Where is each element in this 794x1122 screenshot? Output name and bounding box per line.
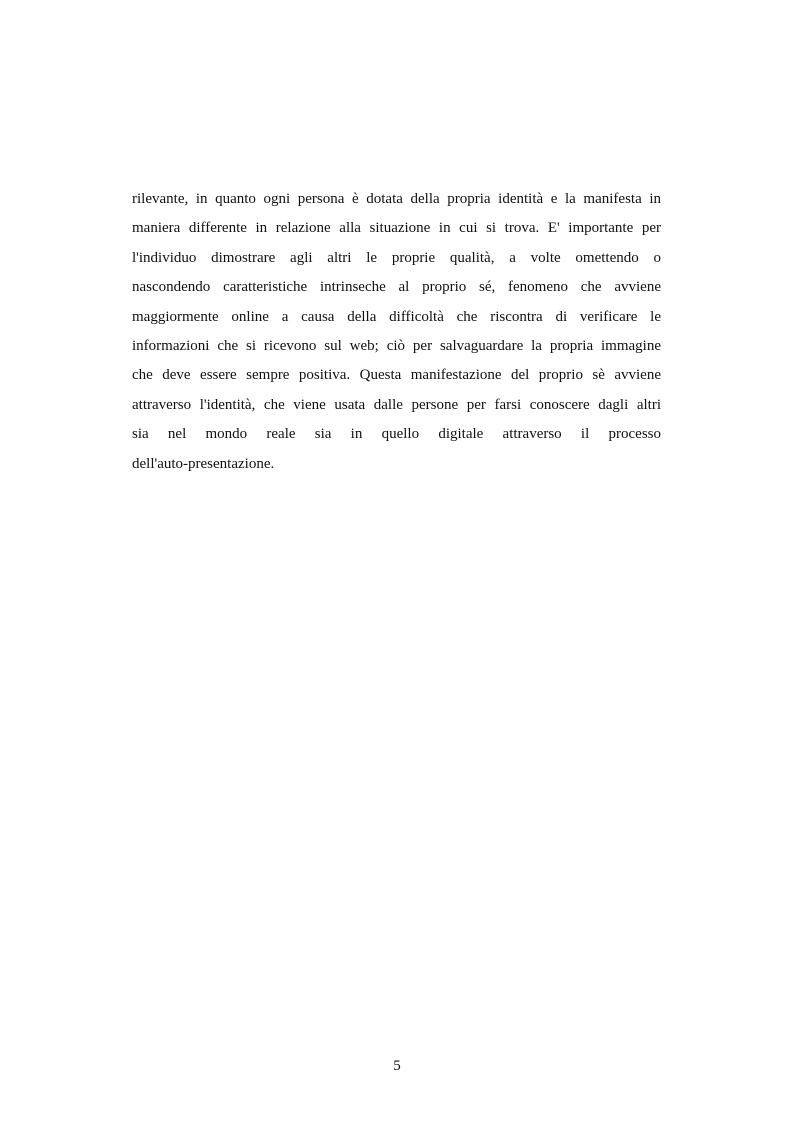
body-paragraph [132, 185, 661, 479]
paragraph-line-8: attraverso l'identità, che viene usata dalle persone per farsi conoscere dagli altri [132, 396, 661, 413]
paragraph-line-9: sia nel mondo reale sia in quello digitale attraverso il processo [132, 426, 661, 443]
paragraph-line-10: dell'auto-presentazione. [132, 455, 275, 472]
paragraph-line-3: l'individuo dimostrare agli altri le proprie qualità, a volte omettendo o [132, 249, 661, 266]
paragraph-line-5: maggiormente online a causa della difficoltà che riscontra di verificare le [132, 308, 661, 325]
paragraph-line-6: informazioni che si ricevono sul web; ciò per salvaguardare la propria immagine [132, 337, 661, 354]
paragraph-line-7: che deve essere sempre positiva. Questa manifestazione del proprio sè avviene [132, 367, 661, 384]
page-number: 5 [393, 1058, 401, 1074]
paragraph-line-2: maniera differente in relazione alla situazione in cui si trova. E' importante per [132, 220, 661, 237]
paragraph-line-1: rilevante, in quanto ogni persona è dotata della propria identità e la manifesta in [132, 191, 661, 207]
paragraph-line-4: nascondendo caratteristiche intrinseche al proprio sé, fenomeno che avviene [132, 279, 661, 296]
